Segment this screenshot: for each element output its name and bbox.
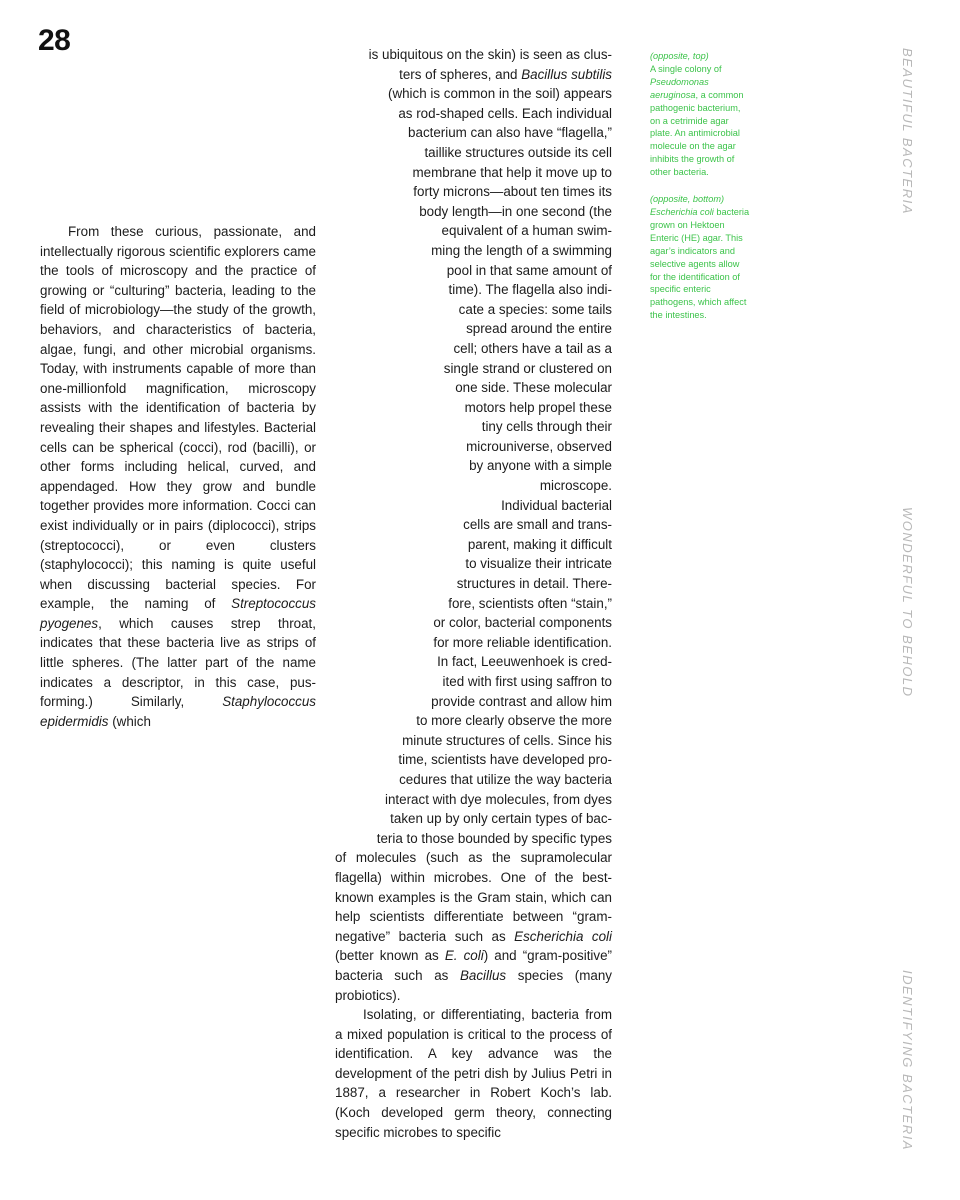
text-line: taillike structures outside its cell xyxy=(424,144,612,160)
text-line: bacterium can also have “flagella,” xyxy=(408,125,612,141)
text-line: equivalent of a human swim- xyxy=(441,223,612,239)
text-line: taken up by only certain types of bac- xyxy=(390,811,612,827)
caption-bottom: (opposite, bottom) Escherichia coli bacteria grown on Hektoen Enteric (HE) agar. This agar’s indicators and selective agents allow for the identification of specific enteric pathogens, which affect the intestines. xyxy=(650,194,750,321)
text-line: is ubiquitous on the skin) is seen as clus- xyxy=(368,47,612,62)
text-line: tiny cells through their xyxy=(481,419,612,435)
text-line: structures in detail. There- xyxy=(456,576,612,592)
caption-top: (opposite, top) A single colony of Pseudomonas aeruginosa, a common pathogenic bacterium, on a cetrimide agar plate. An antimicrobial molecule on the agar inhibits the growth of other bacteria. xyxy=(650,51,744,178)
text-line: interact with dye molecules, from dyes xyxy=(385,791,612,807)
page-number: 28 xyxy=(38,24,71,57)
text-line: parent, making it difficult xyxy=(467,536,612,552)
text-line: (which is common in the soil) appears xyxy=(387,86,612,102)
text-line: by anyone with a simple xyxy=(469,458,612,474)
text-line: teria to those bounded by specific types xyxy=(376,830,612,846)
text-line: ming the length of a swimming xyxy=(431,242,612,258)
text-line: cell; others have a tail as a xyxy=(453,340,612,356)
text-line: body length—in one second (the xyxy=(419,203,612,219)
left-text-column xyxy=(40,222,316,731)
side-section-label: BEAUTIFUL BACTERIA xyxy=(900,48,915,215)
shaped-text-block xyxy=(335,496,612,849)
text-line: microuniverse, observed xyxy=(466,438,612,454)
text-line: cells are small and trans- xyxy=(463,517,612,533)
body-paragraph: of molecules (such as the supramolecular flagella) within microbes. One of the best-known examples is the Gram stain, which can help scientists differentiate between “gram-negative” bacteria such as Escherichia coli (better known as E. coli) and “gram-positive” bacteria such as Bacillus species (many probiotics). xyxy=(335,850,613,1003)
text-line: In fact, Leeuwenhoek is cred- xyxy=(437,654,612,670)
image-caption xyxy=(650,50,750,336)
text-line: or color, bacterial components xyxy=(433,615,612,631)
text-line: Individual bacterial xyxy=(501,497,612,513)
text-line: to more clearly observe the more xyxy=(416,713,612,729)
middle-text-column xyxy=(335,45,612,1142)
text-line: spread around the entire xyxy=(466,321,612,337)
text-line: single strand or clustered on xyxy=(443,360,612,376)
text-line: ited with first using saffron to xyxy=(442,674,612,689)
text-line: forty microns—about ten times its xyxy=(413,184,612,200)
text-line: minute structures of cells. Since his xyxy=(402,732,612,748)
text-line: ters of spheres, and Bacillus subtilis xyxy=(399,66,612,82)
text-line: to visualize their intricate xyxy=(465,556,612,572)
side-section-label: WONDERFUL TO BEHOLD xyxy=(900,507,915,698)
text-line: time, scientists have developed pro- xyxy=(398,752,612,768)
text-line: as rod-shaped cells. Each individual xyxy=(398,105,612,121)
text-line: for more reliable identification. xyxy=(433,634,612,650)
text-line: provide contrast and allow him xyxy=(431,693,612,709)
body-paragraph: Isolating, or differentiating, bacteria from a mixed population is critical to the process of identification. A key advance was the development of the petri dish by Julius Petri in 1887, a researcher in Robert Koch’s lab. (Koch developed germ theory, connecting specific microbes to specific xyxy=(335,1007,612,1140)
text-line: pool in that same amount of xyxy=(446,262,612,278)
text-line: motors help propel these xyxy=(464,399,612,415)
text-line: cedures that utilize the way bacteria xyxy=(399,771,612,787)
shaped-text-block xyxy=(335,45,612,496)
text-line: one side. These molecular xyxy=(455,380,612,396)
text-line: membrane that help it move up to xyxy=(412,164,612,180)
body-paragraph: From these curious, passionate, and intellectually rigorous scientific explorers came the tools of microscopy and the practice of growing or “culturing” bacteria, leading to the field of microbiology—the study of the growth, behaviors, and characteristics of bacteria, algae, fungi, and other microbial organisms. Today, with instruments capable of more than one-millionfold magnification, microscopy assists with the identification of bacteria by revealing their shapes and lifestyles. Bacterial cells can be spherical (cocci), rod (bacilli), or other forms including helical, curved, and appendaged. How they grow and bundle together provides more information. Cocci can exist individually or in pairs (diplococci), strips (streptococci), or even clusters (staphylococci); this naming is quite useful when discussing bacterial species. For example, the naming of Streptococcus pyogenes, which causes strep throat, indicates that these bacteria live as strips of little spheres. (The latter part of the name indicates a descriptor, in this case, pus-forming.) Similarly, Staphylococcus epidermidis (which xyxy=(40,224,316,729)
text-line: cate a species: some tails xyxy=(458,301,612,317)
text-line: fore, scientists often “stain,” xyxy=(448,595,612,611)
text-line: time). The flagella also indi- xyxy=(448,282,612,298)
text-line: microscope. xyxy=(539,478,612,494)
side-section-label: IDENTIFYING BACTERIA xyxy=(900,970,915,1151)
